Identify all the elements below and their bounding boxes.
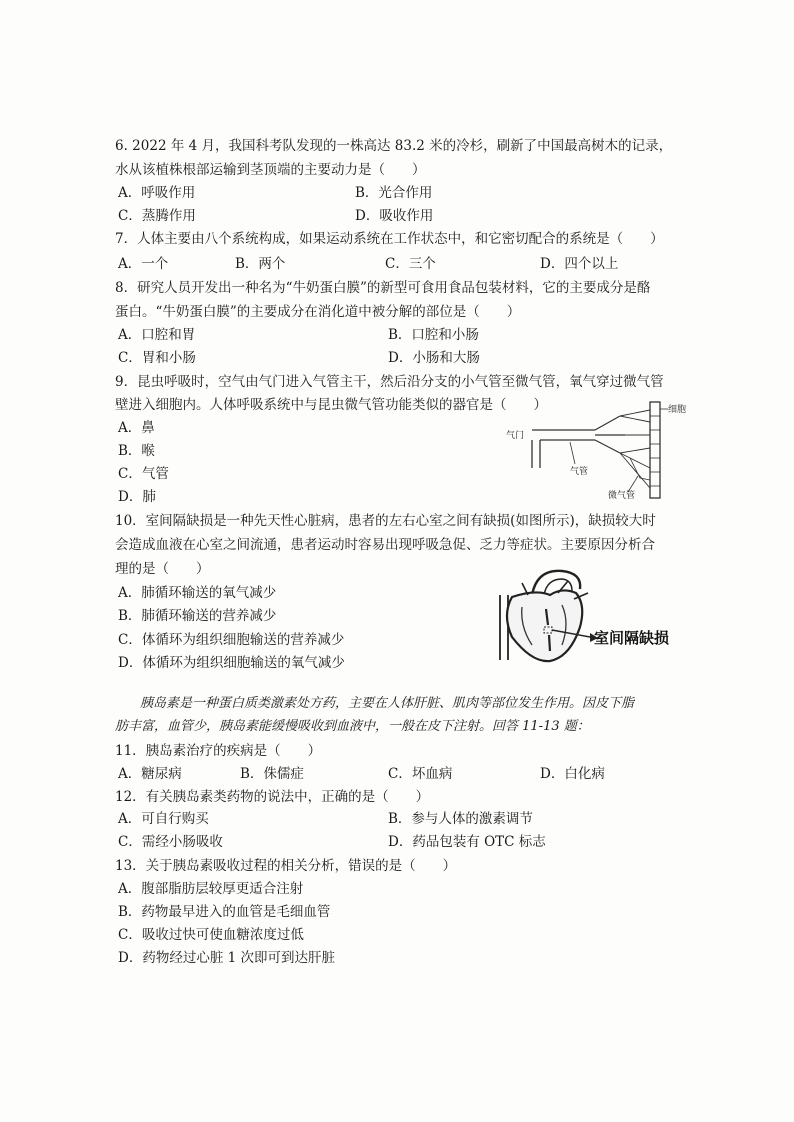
q8-option-a: A．口腔和胃	[118, 327, 196, 343]
q13-option-c: C．吸收过快可使血糖浓度过低	[118, 927, 304, 943]
q7-option-a: A．一个	[118, 256, 169, 272]
q13-option-b: B．药物最早进入的血管是毛细血管	[118, 904, 331, 920]
q8-stem-line2: 蛋白。“牛奶蛋白膜”的主要成分在消化道中被分解的部位是（ ）	[115, 304, 521, 320]
q12-option-a: A．可自行购买	[118, 811, 209, 827]
q12-option-c: C．需经小肠吸收	[118, 834, 223, 850]
insect-trachea-figure	[500, 398, 690, 502]
q10-option-c: C．体循环为组织细胞输送的营养减少	[118, 632, 345, 648]
q8-option-d: D．小肠和大肠	[388, 350, 480, 366]
q11-option-d: D．白化病	[540, 766, 605, 782]
q11-option-c: C．坏血病	[388, 766, 453, 782]
label-trachea: 气管	[570, 467, 589, 477]
q6-stem-line1: 6. 2022 年 4 月，我国科考队发现的一株高达 83.2 米的冷杉，刷新了中国最高树木的记录，	[115, 138, 673, 154]
q6-stem-line2: 水从该植株根部运输到茎顶端的主要动力是（ ）	[115, 162, 426, 178]
q10-stem-line3: 理的是（ ）	[115, 561, 210, 577]
q9-option-d: D．肺	[118, 489, 156, 505]
q13-stem-line1: 13．关于胰岛素吸收过程的相关分析，错误的是（ ）	[115, 858, 457, 874]
q6-option-c: C．蒸腾作用	[118, 208, 196, 224]
q13-option-d: D．药物经过心脏 1 次即可到达肝脏	[118, 950, 335, 966]
heart-diagram	[492, 565, 702, 665]
q8-option-c: C．胃和小肠	[118, 350, 196, 366]
q11-stem-line1: 11．胰岛素治疗的疾病是（ ）	[115, 743, 322, 759]
heart-vsd-figure	[492, 565, 702, 665]
label-spiracle: 气门	[506, 431, 525, 441]
insulin-intro-line2: 肪丰富，血管少，胰岛素能缓慢吸收到血液中，一般在皮下注射。回答 11-13 题：	[115, 719, 590, 734]
q8-option-b: B．口腔和小肠	[388, 327, 479, 343]
q10-option-a: A．肺循环输送的氧气减少	[118, 585, 277, 601]
q6-option-d: D．吸收作用	[355, 208, 434, 224]
q9-stem-line2: 壁进入细胞内。人体呼吸系统中与昆虫微气管功能类似的器官是（ ）	[115, 397, 547, 413]
q13-option-a: A．腹部脂肪层较厚更适合注射	[118, 881, 304, 897]
q10-stem-line1: 10．室间隔缺损是一种先天性心脏病，患者的左右心室之间有缺损(如图所示)，缺损较大时	[115, 513, 656, 529]
q12-option-b: B．参与人体的激素调节	[388, 811, 533, 827]
label-vsd: 室间隔缺损	[594, 629, 670, 647]
insect-trachea-diagram	[500, 398, 690, 502]
q8-stem-line1: 8．研究人员开发出一种名为“牛奶蛋白膜”的新型可食用食品包装材料，它的主要成分是酪	[115, 280, 651, 296]
q10-stem-line2: 会造成血液在心室之间流通，患者运动时容易出现呼吸急促、乏力等症状。主要原因分析合	[115, 537, 655, 553]
q6-option-a: A．呼吸作用	[118, 185, 196, 201]
q11-option-a: A．糖尿病	[118, 766, 182, 782]
insulin-intro-line1: 胰岛素是一种蛋白质类激素处方药，主要在人体肝脏、肌肉等部位发生作用。因皮下脂	[140, 696, 635, 711]
q9-stem-line1: 9．昆虫呼吸时，空气由气门进入气管主干，然后沿分支的小气管至微气管，氧气穿过微气管	[115, 374, 664, 390]
q10-option-b: B．肺循环输送的营养减少	[118, 608, 277, 624]
q9-option-b: B．喉	[118, 443, 155, 459]
label-cell: 细胞	[668, 405, 687, 415]
q10-option-d: D．体循环为组织细胞输送的氧气减少	[118, 655, 345, 671]
q11-option-b: B．侏儒症	[240, 766, 304, 782]
q7-option-c: C．三个	[385, 256, 436, 272]
label-tracheole: 微气管	[608, 491, 636, 501]
q7-option-b: B．两个	[235, 256, 286, 272]
q7-stem-line1: 7．人体主要由八个系统构成，如果运动系统在工作状态中，和它密切配合的系统是（ ）	[115, 231, 664, 247]
q9-option-a: A．鼻	[118, 420, 155, 436]
q12-option-d: D．药品包装有 OTC 标志	[388, 834, 546, 850]
q9-option-c: C．气管	[118, 466, 169, 482]
q6-option-b: B．光合作用	[355, 185, 433, 201]
q12-stem-line1: 12．有关胰岛素类药物的说法中，正确的是（ ）	[115, 789, 430, 805]
q7-option-d: D．四个以上	[540, 256, 619, 272]
